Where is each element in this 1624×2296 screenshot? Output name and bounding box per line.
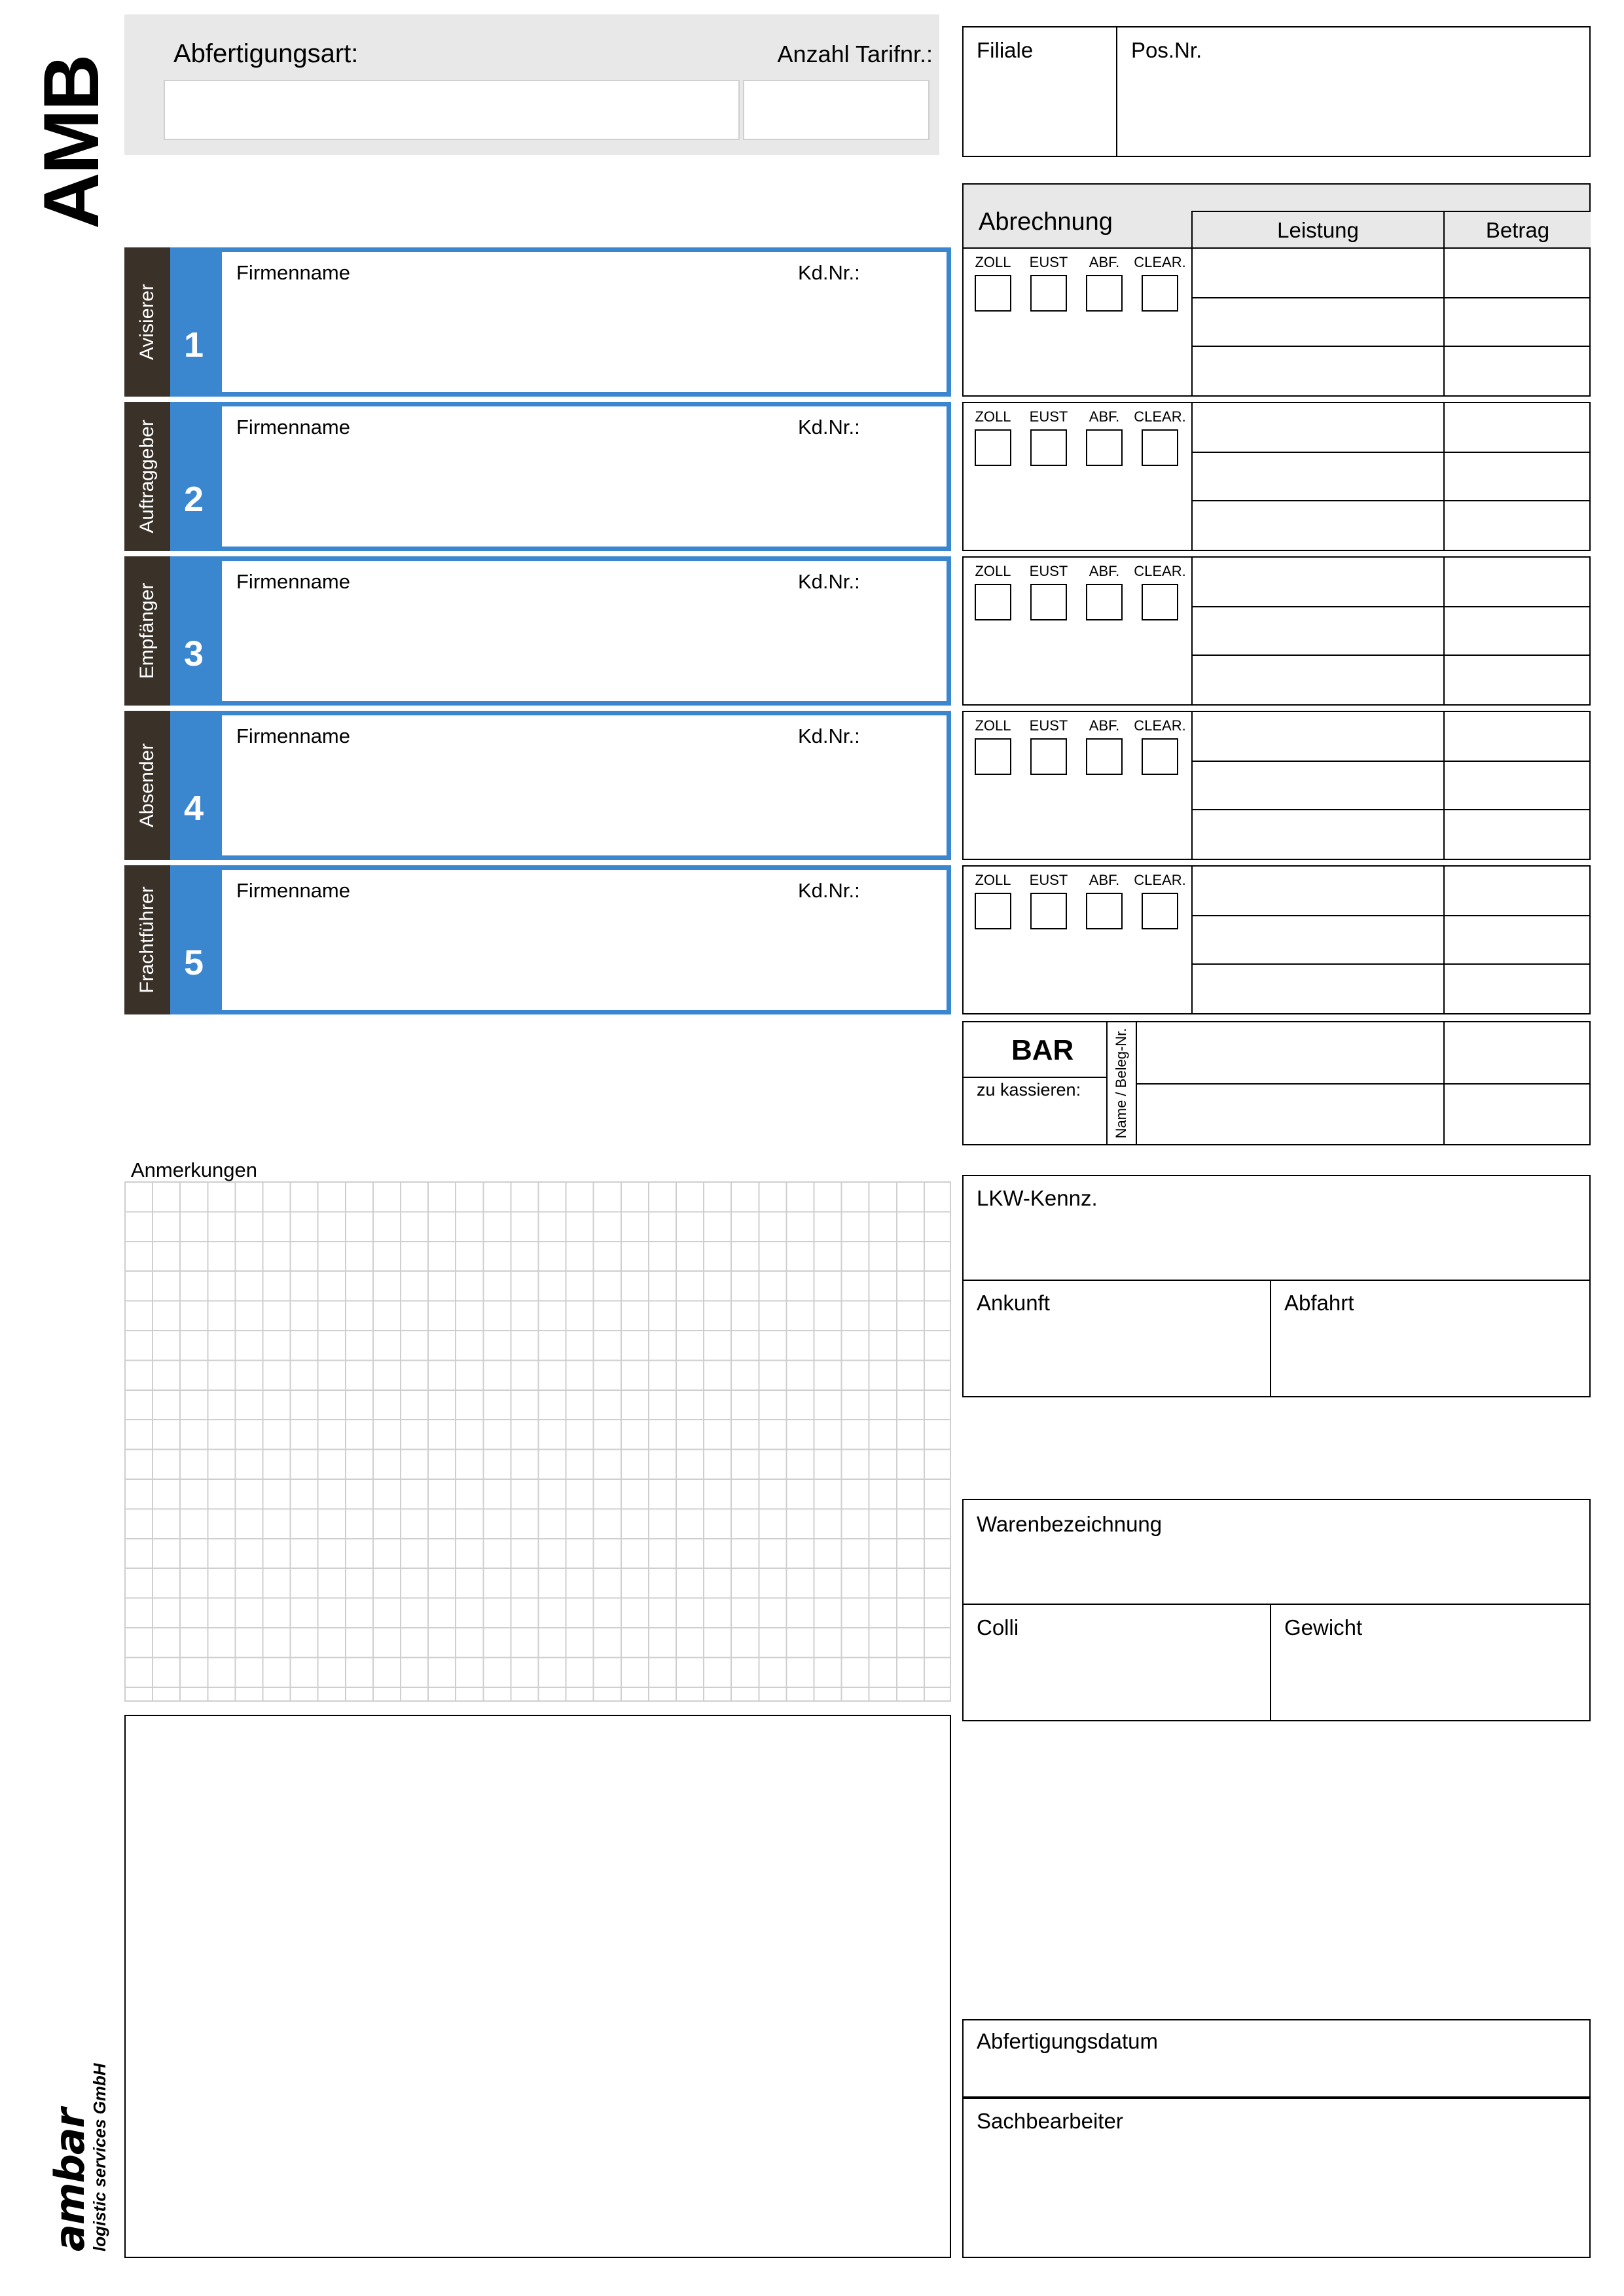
checkbox-clear-label: CLEAR. xyxy=(1134,717,1186,734)
filiale-divider xyxy=(1116,26,1117,157)
anzahl-tarifnr-label: Anzahl Tarifnr.: xyxy=(777,41,933,67)
abfertigungsdatum-label: Abfertigungsdatum xyxy=(977,2029,1159,2053)
kdnr-label: Kd.Nr.: xyxy=(798,416,860,439)
abrechnung-line xyxy=(1193,606,1589,607)
checkbox-zoll-label: ZOLL xyxy=(975,563,1011,579)
party-row xyxy=(124,402,951,551)
checkbox-eust-box[interactable] xyxy=(1030,584,1067,620)
lkw-divider xyxy=(962,1280,1591,1281)
checkbox-abf-box[interactable] xyxy=(1086,584,1123,620)
abrechnung-lines[interactable] xyxy=(1193,712,1589,859)
lkw-vertical-divider xyxy=(1270,1280,1271,1397)
posnr-label: Pos.Nr. xyxy=(1131,38,1202,62)
checkbox-zoll-label: ZOLL xyxy=(975,254,1011,270)
firmenname-label: Firmenname xyxy=(236,725,350,747)
abrechnung-row xyxy=(962,247,1591,397)
abrechnung-checkboxes xyxy=(964,712,1193,859)
party-number-2: 2 xyxy=(170,402,217,551)
abrechnung-line xyxy=(1193,655,1589,656)
firmenname-label: Firmenname xyxy=(236,879,350,902)
leistung-header-text: Leistung xyxy=(1277,218,1359,242)
party-row xyxy=(124,711,951,860)
checkbox-zoll[interactable] xyxy=(967,872,1019,929)
party-field-3[interactable] xyxy=(217,556,951,706)
abfertigungsart-input[interactable] xyxy=(164,80,740,140)
party-tab-label: Empfänger xyxy=(136,583,158,679)
colli-label: Colli xyxy=(977,1615,1019,1640)
party-row xyxy=(124,247,951,397)
checkbox-abf-box[interactable] xyxy=(1086,738,1123,775)
checkbox-clear-box[interactable] xyxy=(1142,275,1178,312)
party-tab-1 xyxy=(124,247,170,397)
anmerkungen-label: Anmerkungen xyxy=(131,1158,258,1181)
kdnr-label: Kd.Nr.: xyxy=(798,725,860,747)
party-field-1[interactable] xyxy=(217,247,951,397)
abrechnung-checkboxes xyxy=(964,249,1193,395)
checkbox-clear-box[interactable] xyxy=(1142,429,1178,466)
checkbox-clear-box[interactable] xyxy=(1142,893,1178,929)
bar-title: BAR xyxy=(1011,1034,1074,1066)
firmenname-label: Firmenname xyxy=(236,570,350,593)
checkbox-abf[interactable] xyxy=(1078,408,1130,466)
party-field-2[interactable] xyxy=(217,402,951,551)
abrechnung-line xyxy=(1193,761,1589,762)
gewicht-label: Gewicht xyxy=(1284,1615,1363,1640)
party-tab-4 xyxy=(124,711,170,860)
party-row xyxy=(124,865,951,1014)
abrechnung-lines[interactable] xyxy=(1193,249,1589,395)
checkbox-zoll-box[interactable] xyxy=(975,738,1011,775)
filiale-label: Filiale xyxy=(977,38,1034,62)
amb-logo-text: AMB xyxy=(27,56,115,229)
abrechnung-checkboxes xyxy=(964,403,1193,550)
ambar-tagline-text: logistic services GmbH xyxy=(90,2063,109,2251)
checkbox-zoll-label: ZOLL xyxy=(975,408,1011,425)
party-row xyxy=(124,556,951,706)
abfahrt-label: Abfahrt xyxy=(1284,1291,1354,1315)
abfertigungsart-label: Abfertigungsart: xyxy=(173,39,359,68)
bar-divider-horizontal xyxy=(962,1077,1106,1078)
checkbox-clear[interactable] xyxy=(1134,408,1186,466)
abrechnung-amount-divider xyxy=(1443,249,1445,395)
abrechnung-lines[interactable] xyxy=(1193,403,1589,550)
betrag-header-text: Betrag xyxy=(1485,218,1550,242)
checkbox-zoll-box[interactable] xyxy=(975,893,1011,929)
checkbox-zoll[interactable] xyxy=(967,254,1019,312)
checkbox-zoll[interactable] xyxy=(967,408,1019,466)
checkbox-zoll-label: ZOLL xyxy=(975,717,1011,734)
checkbox-eust[interactable] xyxy=(1022,408,1075,466)
abrechnung-row xyxy=(962,556,1591,706)
checkbox-abf-label: ABF. xyxy=(1089,717,1120,734)
checkbox-clear-box[interactable] xyxy=(1142,584,1178,620)
party-tab-label: Absender xyxy=(136,743,158,828)
bar-name-beleg-text: Name / Beleg-Nr. xyxy=(1112,1028,1129,1139)
abrechnung-row xyxy=(962,865,1591,1014)
checkbox-eust-label: EUST xyxy=(1029,563,1068,579)
checkbox-clear[interactable] xyxy=(1134,563,1186,620)
abrechnung-line xyxy=(1193,500,1589,501)
checkbox-eust-label: EUST xyxy=(1029,872,1068,888)
ambar-logo xyxy=(39,1996,118,2258)
checkbox-zoll-box[interactable] xyxy=(975,275,1011,312)
party-tab-2 xyxy=(124,402,170,551)
checkbox-eust-box[interactable] xyxy=(1030,893,1067,929)
party-tab-label: Avisierer xyxy=(136,283,158,361)
party-tab-5 xyxy=(124,865,170,1014)
kdnr-label: Kd.Nr.: xyxy=(798,261,860,284)
party-tab-3 xyxy=(124,556,170,706)
checkbox-eust-label: EUST xyxy=(1029,254,1068,270)
lkw-kennz-label: LKW-Kennz. xyxy=(977,1186,1098,1210)
checkbox-eust-box[interactable] xyxy=(1030,738,1067,775)
abrechnung-row xyxy=(962,402,1591,551)
checkbox-clear-label: CLEAR. xyxy=(1134,254,1186,270)
checkbox-abf[interactable] xyxy=(1078,717,1130,775)
checkbox-abf[interactable] xyxy=(1078,563,1130,620)
checkbox-zoll-box[interactable] xyxy=(975,429,1011,466)
checkbox-zoll[interactable] xyxy=(967,563,1019,620)
party-number-5: 5 xyxy=(170,865,217,1014)
checkbox-abf-box[interactable] xyxy=(1086,275,1123,312)
abrechnung-lines[interactable] xyxy=(1193,558,1589,704)
checkbox-eust-box[interactable] xyxy=(1030,275,1067,312)
party-field-4[interactable] xyxy=(217,711,951,860)
checkbox-eust[interactable] xyxy=(1022,254,1075,312)
abrechnung-amount-divider xyxy=(1443,712,1445,859)
checkbox-eust[interactable] xyxy=(1022,563,1075,620)
firmenname-label: Firmenname xyxy=(236,416,350,439)
bar-subtitle: zu kassieren: xyxy=(977,1080,1081,1100)
abrechnung-row xyxy=(962,711,1591,860)
checkbox-clear-label: CLEAR. xyxy=(1134,408,1186,425)
checkbox-clear-box[interactable] xyxy=(1142,738,1178,775)
checkbox-eust-box[interactable] xyxy=(1030,429,1067,466)
checkbox-abf-box[interactable] xyxy=(1086,429,1123,466)
waren-divider xyxy=(962,1604,1591,1605)
party-tab-label: Frachtführer xyxy=(136,886,158,994)
abrechnung-amount-divider xyxy=(1443,403,1445,550)
abrechnung-line xyxy=(1193,915,1589,916)
abrechnung-checkboxes xyxy=(964,558,1193,704)
abrechnung-lines[interactable] xyxy=(1193,867,1589,1013)
checkbox-eust[interactable] xyxy=(1022,717,1075,775)
party-number-1: 1 xyxy=(170,247,217,397)
abrechnung-line xyxy=(1193,963,1589,965)
checkbox-eust-label: EUST xyxy=(1029,408,1068,425)
abrechnung-checkboxes xyxy=(964,867,1193,1013)
checkbox-abf-label: ABF. xyxy=(1089,872,1120,888)
abrechnung-line xyxy=(1193,809,1589,810)
checkbox-zoll-box[interactable] xyxy=(975,584,1011,620)
checkbox-zoll[interactable] xyxy=(967,717,1019,775)
ambar-brand-text: ambar xyxy=(46,2108,94,2251)
firmenname-label: Firmenname xyxy=(236,261,350,284)
abrechnung-line xyxy=(1193,346,1589,347)
checkbox-abf-label: ABF. xyxy=(1089,408,1120,425)
bar-middle-line xyxy=(1136,1083,1591,1085)
abrechnung-line xyxy=(1193,452,1589,453)
checkbox-abf-label: ABF. xyxy=(1089,563,1120,579)
abrechnung-amount-divider xyxy=(1443,867,1445,1013)
checkbox-clear[interactable] xyxy=(1134,254,1186,312)
filiale-posnr-box xyxy=(962,26,1591,157)
warenbezeichnung-label: Warenbezeichnung xyxy=(977,1512,1163,1536)
notes-large-box[interactable] xyxy=(124,1715,951,2258)
amb-logo xyxy=(26,13,115,236)
anmerkungen-grid[interactable] xyxy=(124,1181,951,1702)
checkbox-abf-box[interactable] xyxy=(1086,893,1123,929)
party-tab-label: Auftraggeber xyxy=(136,420,158,533)
abrechnung-line xyxy=(1193,297,1589,298)
checkbox-abf[interactable] xyxy=(1078,254,1130,312)
waren-vertical-divider xyxy=(1270,1604,1271,1721)
checkbox-zoll-label: ZOLL xyxy=(975,872,1011,888)
checkbox-clear-label: CLEAR. xyxy=(1134,872,1186,888)
party-number-3: 3 xyxy=(170,556,217,706)
abrechnung-title: Abrechnung xyxy=(979,208,1113,236)
checkbox-clear[interactable] xyxy=(1134,872,1186,929)
checkbox-eust[interactable] xyxy=(1022,872,1075,929)
sachbearbeiter-label: Sachbearbeiter xyxy=(977,2109,1123,2133)
ambar-logo-inner xyxy=(46,2063,110,2251)
abrechnung-amount-divider xyxy=(1443,558,1445,704)
anzahl-tarifnr-input[interactable] xyxy=(743,80,929,140)
checkbox-clear[interactable] xyxy=(1134,717,1186,775)
ankunft-label: Ankunft xyxy=(977,1291,1050,1315)
betrag-header-cell xyxy=(1443,211,1591,249)
checkbox-abf-label: ABF. xyxy=(1089,254,1120,270)
kdnr-label: Kd.Nr.: xyxy=(798,570,860,593)
kdnr-label: Kd.Nr.: xyxy=(798,879,860,902)
leistung-header-cell xyxy=(1191,211,1443,249)
checkbox-abf[interactable] xyxy=(1078,872,1130,929)
checkbox-clear-label: CLEAR. xyxy=(1134,563,1186,579)
checkbox-eust-label: EUST xyxy=(1029,717,1068,734)
party-field-5[interactable] xyxy=(217,865,951,1014)
party-number-4: 4 xyxy=(170,711,217,860)
bar-name-beleg-label xyxy=(1106,1021,1136,1145)
